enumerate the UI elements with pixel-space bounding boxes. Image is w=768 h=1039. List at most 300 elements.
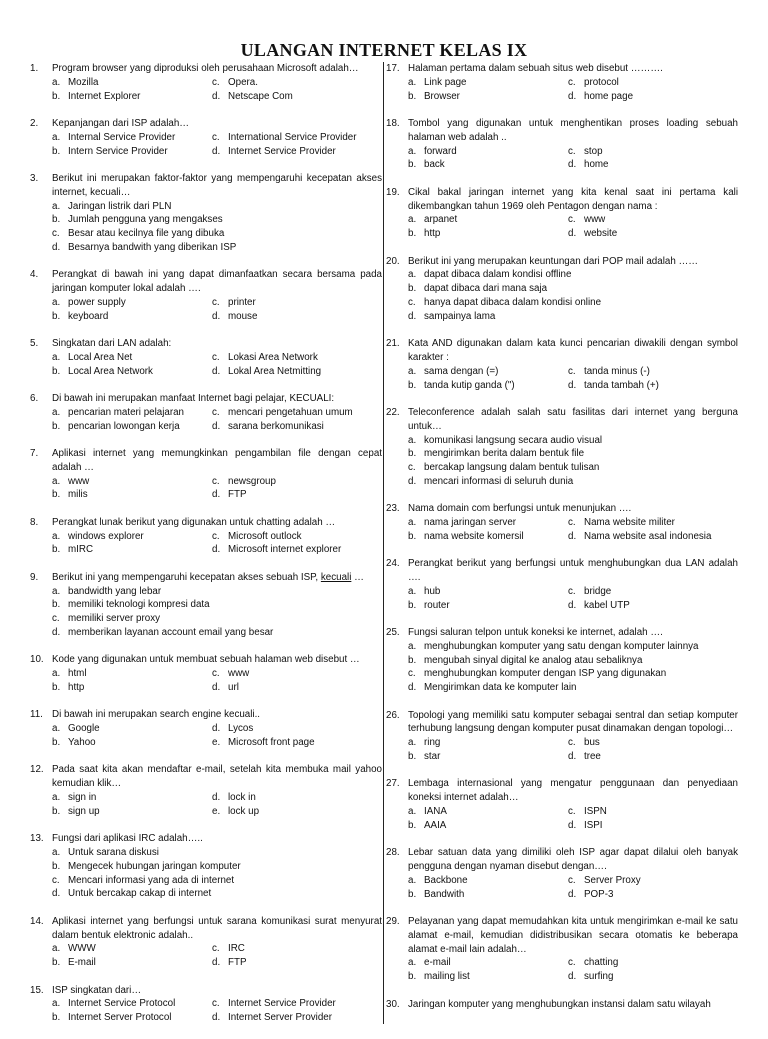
option-letter: e. (212, 805, 221, 817)
left-column (30, 62, 382, 1039)
option-row (408, 736, 738, 750)
answer-option[interactable] (408, 145, 568, 159)
answer-options (386, 585, 738, 613)
question-number: 24. (386, 558, 400, 570)
option-row (408, 365, 738, 379)
answer-option[interactable] (568, 379, 738, 393)
option-text: Besarnya bandwith yang diberikan ISP (68, 241, 237, 253)
answer-option[interactable] (212, 956, 382, 970)
option-text: IANA (424, 806, 447, 817)
answer-option[interactable] (408, 90, 568, 104)
question (386, 406, 738, 489)
answer-option[interactable] (568, 750, 738, 764)
question (30, 984, 382, 1025)
option-letter: b. (408, 971, 417, 983)
question-prompt: Cikal bakal jaringan internet yang kita kenal saat ini pertama kali dikembangkan tahun 1969 oleh Pentagon dengan nama : (408, 186, 738, 212)
option-letter: a. (52, 475, 61, 487)
answer-option[interactable] (52, 90, 212, 104)
answer-option[interactable] (408, 970, 568, 984)
option-letter: d. (568, 379, 577, 391)
question-text (30, 337, 382, 351)
question-number: 9. (30, 571, 39, 583)
answer-option[interactable] (212, 1011, 382, 1025)
question (30, 117, 382, 158)
option-text: bandwidth yang lebar (68, 585, 162, 597)
answer-option[interactable] (568, 76, 738, 90)
question-prompt: Berikut ini merupakan faktor-faktor yang mempengaruhi kecepatan akses internet, kecuali… (52, 172, 382, 198)
option-text: protocol (584, 76, 619, 88)
question-number: 25. (386, 627, 400, 639)
answer-option[interactable] (212, 543, 382, 557)
option-text: sampainya lama (424, 310, 496, 322)
answer-option[interactable] (408, 599, 568, 613)
answer-option[interactable] (212, 145, 382, 159)
answer-option[interactable] (408, 654, 738, 668)
option-text: bercakap langsung dalam bentuk tulisan (424, 462, 600, 474)
option-row (52, 791, 382, 805)
answer-option[interactable] (52, 612, 382, 626)
option-letter: a. (52, 351, 61, 363)
option-text: mIRC (68, 544, 94, 556)
answer-options (30, 585, 382, 640)
answer-option[interactable] (52, 406, 212, 420)
answer-option[interactable] (568, 145, 738, 159)
answer-option[interactable] (408, 736, 568, 750)
question (30, 392, 382, 433)
answer-option[interactable] (212, 296, 382, 310)
option-row (408, 227, 738, 241)
question-text (386, 626, 738, 640)
option-text: Internet Explorer (68, 90, 141, 102)
option-text: sarana berkomunikasi (228, 420, 324, 432)
answer-option[interactable] (52, 131, 212, 145)
option-letter: c. (408, 668, 416, 680)
answer-option[interactable] (212, 805, 382, 819)
answer-option[interactable] (212, 365, 382, 379)
answer-option[interactable] (568, 956, 738, 970)
answer-option[interactable] (568, 599, 738, 613)
option-text: Browser (424, 90, 460, 102)
answer-option[interactable] (52, 475, 212, 489)
answer-option[interactable] (408, 475, 738, 489)
answer-option[interactable] (52, 791, 212, 805)
answer-option[interactable] (52, 200, 382, 214)
answer-options (386, 516, 738, 544)
option-letter: b. (52, 682, 61, 694)
question (30, 268, 382, 323)
option-text: sign in (68, 792, 97, 803)
option-letter: a. (52, 998, 61, 1010)
option-row (408, 805, 738, 819)
answer-option[interactable] (568, 888, 738, 902)
answer-option[interactable] (408, 296, 738, 310)
option-letter: a. (52, 668, 61, 680)
answer-option[interactable] (212, 736, 382, 750)
option-text: nama jaringan server (424, 517, 517, 529)
answer-option[interactable] (408, 819, 568, 833)
answer-option[interactable] (408, 365, 568, 379)
question-prompt: Singkatan dari LAN adalah: (52, 338, 172, 350)
option-text: ISPI (584, 819, 603, 831)
option-text: mailing list (424, 971, 470, 983)
option-letter: c. (212, 530, 220, 542)
option-row (408, 874, 738, 888)
answer-option[interactable] (408, 379, 568, 393)
page-title: ULANGAN INTERNET KELAS IX (240, 40, 528, 60)
option-letter: b. (52, 957, 61, 969)
answer-option[interactable] (408, 310, 738, 324)
answer-option[interactable] (212, 420, 382, 434)
option-text: Microsoft front page (228, 737, 315, 749)
option-text: Besar atau kecilnya file yang dibuka (68, 228, 225, 240)
answer-option[interactable] (568, 227, 738, 241)
option-letter: b. (52, 90, 61, 102)
option-text: hub (424, 585, 441, 597)
answer-options (30, 791, 382, 819)
option-text: sama dengan (=) (424, 365, 499, 377)
answer-option[interactable] (408, 530, 568, 544)
question (386, 846, 738, 901)
question-text (30, 571, 382, 585)
option-row (408, 516, 738, 530)
answer-option[interactable] (52, 530, 212, 544)
option-text: back (424, 159, 445, 171)
option-row (52, 805, 382, 819)
option-letter: a. (408, 737, 417, 749)
answer-option[interactable] (52, 626, 382, 640)
option-letter: c. (568, 76, 576, 88)
answer-option[interactable] (568, 516, 738, 530)
answer-option[interactable] (408, 874, 568, 888)
question-number: 15. (30, 984, 44, 996)
answer-options (386, 213, 738, 241)
option-text: mengubah sinyal digital ke analog atau sebaliknya (424, 654, 643, 666)
answer-option[interactable] (52, 76, 212, 90)
answer-option[interactable] (212, 488, 382, 502)
answer-option[interactable] (52, 488, 212, 502)
option-text: Opera. (228, 76, 258, 88)
answer-option[interactable] (52, 585, 382, 599)
answer-options (386, 145, 738, 173)
option-letter: a. (408, 214, 417, 226)
option-text: Link page (424, 76, 467, 88)
answer-option[interactable] (52, 227, 382, 241)
option-row (52, 488, 382, 502)
answer-option[interactable] (212, 406, 382, 420)
option-letter: c. (568, 214, 576, 226)
option-row (408, 970, 738, 984)
option-row (408, 76, 738, 90)
option-text: tanda tambah (+) (584, 379, 659, 391)
answer-option[interactable] (408, 213, 568, 227)
answer-option[interactable] (52, 1011, 212, 1025)
answer-option[interactable] (408, 76, 568, 90)
option-text: chatting (584, 957, 619, 969)
option-row (408, 750, 738, 764)
answer-option[interactable] (52, 310, 212, 324)
answer-option[interactable] (408, 640, 738, 654)
option-text: bridge (584, 585, 612, 597)
option-text: router (424, 599, 450, 611)
answer-option[interactable] (408, 888, 568, 902)
option-letter: c. (568, 145, 576, 157)
question-number: 18. (386, 117, 400, 129)
option-letter: d. (212, 420, 221, 432)
answer-options (386, 434, 738, 489)
answer-option[interactable] (52, 846, 382, 860)
question (386, 62, 738, 103)
question (30, 763, 382, 818)
option-letter: b. (52, 365, 61, 377)
question (30, 62, 382, 103)
question-number: 5. (30, 338, 39, 350)
option-row (52, 76, 382, 90)
option-row (52, 145, 382, 159)
answer-option[interactable] (408, 681, 738, 695)
question (30, 516, 382, 557)
answer-option[interactable] (568, 970, 738, 984)
option-letter: a. (408, 957, 417, 969)
option-letter: a. (408, 145, 417, 157)
question-number: 1. (30, 63, 39, 74)
option-letter: d. (212, 544, 221, 556)
answer-option[interactable] (408, 805, 568, 819)
option-text: menghubungkan komputer dengan ISP yang digunakan (424, 668, 667, 680)
answer-option[interactable] (52, 722, 212, 736)
answer-option[interactable] (212, 791, 382, 805)
question-prompt: ISP singkatan dari… (52, 984, 142, 996)
option-text: Jaringan listrik dari PLN (68, 200, 172, 212)
answer-option[interactable] (212, 681, 382, 695)
answer-option[interactable] (408, 667, 738, 681)
question-number: 8. (30, 516, 39, 528)
option-letter: b. (52, 737, 61, 749)
answer-option[interactable] (52, 860, 382, 874)
answer-option[interactable] (408, 516, 568, 530)
answer-option[interactable] (408, 282, 738, 296)
option-row (52, 530, 382, 544)
answer-option[interactable] (212, 76, 382, 90)
option-text: mencari pengetahuan umum (228, 406, 353, 418)
option-letter: b. (408, 599, 417, 611)
question-tail: … (354, 571, 364, 583)
answer-option[interactable] (52, 543, 212, 557)
answer-option[interactable] (52, 145, 212, 159)
question-number: 19. (386, 186, 400, 198)
answer-option[interactable] (52, 365, 212, 379)
option-letter: a. (52, 530, 61, 542)
answer-option[interactable] (212, 722, 382, 736)
answer-option[interactable] (52, 420, 212, 434)
answer-option[interactable] (408, 461, 738, 475)
answer-option[interactable] (212, 530, 382, 544)
answer-options (30, 351, 382, 379)
question-number: 21. (386, 338, 400, 350)
answer-option[interactable] (212, 997, 382, 1011)
option-letter: c. (212, 668, 220, 680)
option-text: POP-3 (584, 888, 614, 900)
answer-option[interactable] (408, 585, 568, 599)
answer-option[interactable] (568, 365, 738, 379)
option-letter: a. (408, 585, 417, 597)
option-letter: d. (568, 971, 577, 983)
answer-options (30, 942, 382, 970)
answer-option[interactable] (52, 213, 382, 227)
option-row (408, 158, 738, 172)
answer-option[interactable] (408, 227, 568, 241)
option-text: pencarian materi pelajaran (68, 406, 184, 418)
option-row (408, 213, 738, 227)
answer-option[interactable] (568, 736, 738, 750)
option-text: Mengecek hubungan jaringan komputer (68, 860, 241, 872)
answer-option[interactable] (52, 351, 212, 365)
option-letter: d. (212, 957, 221, 969)
answer-option[interactable] (568, 585, 738, 599)
option-letter: c. (212, 351, 220, 363)
question-text (386, 709, 738, 737)
option-text: mouse (228, 310, 258, 322)
question (30, 832, 382, 901)
answer-option[interactable] (52, 736, 212, 750)
option-text: Jumlah pengguna yang mengakses (68, 214, 223, 226)
option-text: www (584, 214, 606, 226)
option-text: memiliki teknologi kompresi data (68, 599, 210, 611)
answer-options (30, 296, 382, 324)
question-prompt: Fungsi dari aplikasi IRC adalah….. (52, 833, 203, 845)
option-letter: c. (408, 296, 416, 308)
question-prompt: Halaman pertama dalam sebuah situs web disebut ………. (408, 63, 663, 74)
question (30, 172, 382, 255)
answer-option[interactable] (212, 90, 382, 104)
option-text: hanya dapat dibaca dalam kondisi online (424, 296, 602, 308)
question-text (386, 337, 738, 365)
answer-option[interactable] (212, 310, 382, 324)
option-letter: d. (52, 241, 61, 253)
answer-options (30, 200, 382, 255)
option-letter: a. (52, 296, 61, 308)
answer-option[interactable] (52, 681, 212, 695)
answer-option[interactable] (52, 805, 212, 819)
answer-options (386, 640, 738, 695)
answer-option[interactable] (212, 131, 382, 145)
question (386, 117, 738, 172)
answer-option[interactable] (568, 530, 738, 544)
option-letter: c. (568, 517, 576, 529)
answer-option[interactable] (52, 874, 382, 888)
answer-option[interactable] (52, 598, 382, 612)
option-letter: b. (52, 860, 61, 872)
answer-option[interactable] (408, 447, 738, 461)
answer-option[interactable] (568, 805, 738, 819)
answer-option[interactable] (568, 90, 738, 104)
answer-option[interactable] (52, 956, 212, 970)
option-text: www (68, 475, 90, 487)
option-text: dapat dibaca dalam kondisi offline (424, 269, 572, 281)
question-number: 10. (30, 654, 44, 666)
answer-option[interactable] (52, 887, 382, 901)
question-text (386, 557, 738, 585)
answer-option[interactable] (52, 241, 382, 255)
option-letter: d. (212, 90, 221, 102)
option-letter: c. (212, 131, 220, 143)
option-letter: a. (408, 76, 417, 88)
option-text: memiliki server proxy (68, 613, 160, 625)
answer-option[interactable] (568, 819, 738, 833)
option-text: surfing (584, 971, 614, 983)
option-row (52, 1011, 382, 1025)
option-text: Nama website asal indonesia (584, 530, 712, 542)
answer-option[interactable] (568, 158, 738, 172)
answer-options (30, 667, 382, 695)
answer-option[interactable] (408, 434, 738, 448)
option-text: komunikasi langsung secara audio visual (424, 434, 603, 446)
answer-option[interactable] (212, 475, 382, 489)
option-text: bus (584, 737, 600, 749)
answer-options (386, 956, 738, 984)
answer-option[interactable] (212, 942, 382, 956)
column-divider (383, 62, 384, 1024)
answer-option[interactable] (568, 874, 738, 888)
answer-options (30, 722, 382, 750)
answer-option[interactable] (408, 750, 568, 764)
option-text: Lycos (228, 723, 254, 735)
option-text: windows explorer (68, 530, 144, 542)
option-text: Internet Server Protocol (68, 1012, 172, 1024)
question (386, 255, 738, 324)
option-letter: d. (408, 310, 417, 322)
option-text: Intern Service Provider (68, 145, 168, 157)
question-text (30, 832, 382, 846)
option-text: tanda kutip ganda (") (424, 379, 515, 391)
question-number: 30. (386, 998, 400, 1010)
question-prompt: Jaringan komputer yang menghubungkan instansi dalam satu wilayah (408, 998, 711, 1010)
option-text: Internet Service Protocol (68, 998, 176, 1010)
option-text: Lokal Area Netmitting (228, 365, 322, 377)
answer-options (30, 406, 382, 434)
answer-option[interactable] (52, 997, 212, 1011)
option-row (52, 365, 382, 379)
option-letter: c. (52, 613, 60, 625)
option-row (408, 379, 738, 393)
answer-option[interactable] (408, 956, 568, 970)
answer-option[interactable] (52, 667, 212, 681)
answer-option[interactable] (52, 942, 212, 956)
question-prompt: Berikut ini yang merupakan keuntungan dari POP mail adalah …… (408, 255, 699, 267)
question (386, 186, 738, 241)
option-row (408, 888, 738, 902)
answer-option[interactable] (408, 268, 738, 282)
answer-options (386, 805, 738, 833)
answer-option[interactable] (568, 213, 738, 227)
option-letter: d. (568, 530, 577, 542)
answer-option[interactable] (212, 351, 382, 365)
option-letter: d. (212, 1012, 221, 1024)
answer-option[interactable] (212, 667, 382, 681)
option-text: forward (424, 145, 457, 157)
option-text: printer (228, 296, 256, 308)
question (30, 337, 382, 378)
option-letter: a. (52, 846, 61, 858)
option-letter: b. (408, 283, 417, 295)
option-letter: a. (408, 269, 417, 281)
answer-option[interactable] (408, 158, 568, 172)
option-row (52, 475, 382, 489)
option-letter: a. (52, 200, 61, 212)
answer-option[interactable] (52, 296, 212, 310)
answer-options (386, 76, 738, 104)
option-text: html (68, 668, 87, 680)
option-text: milis (68, 489, 88, 501)
